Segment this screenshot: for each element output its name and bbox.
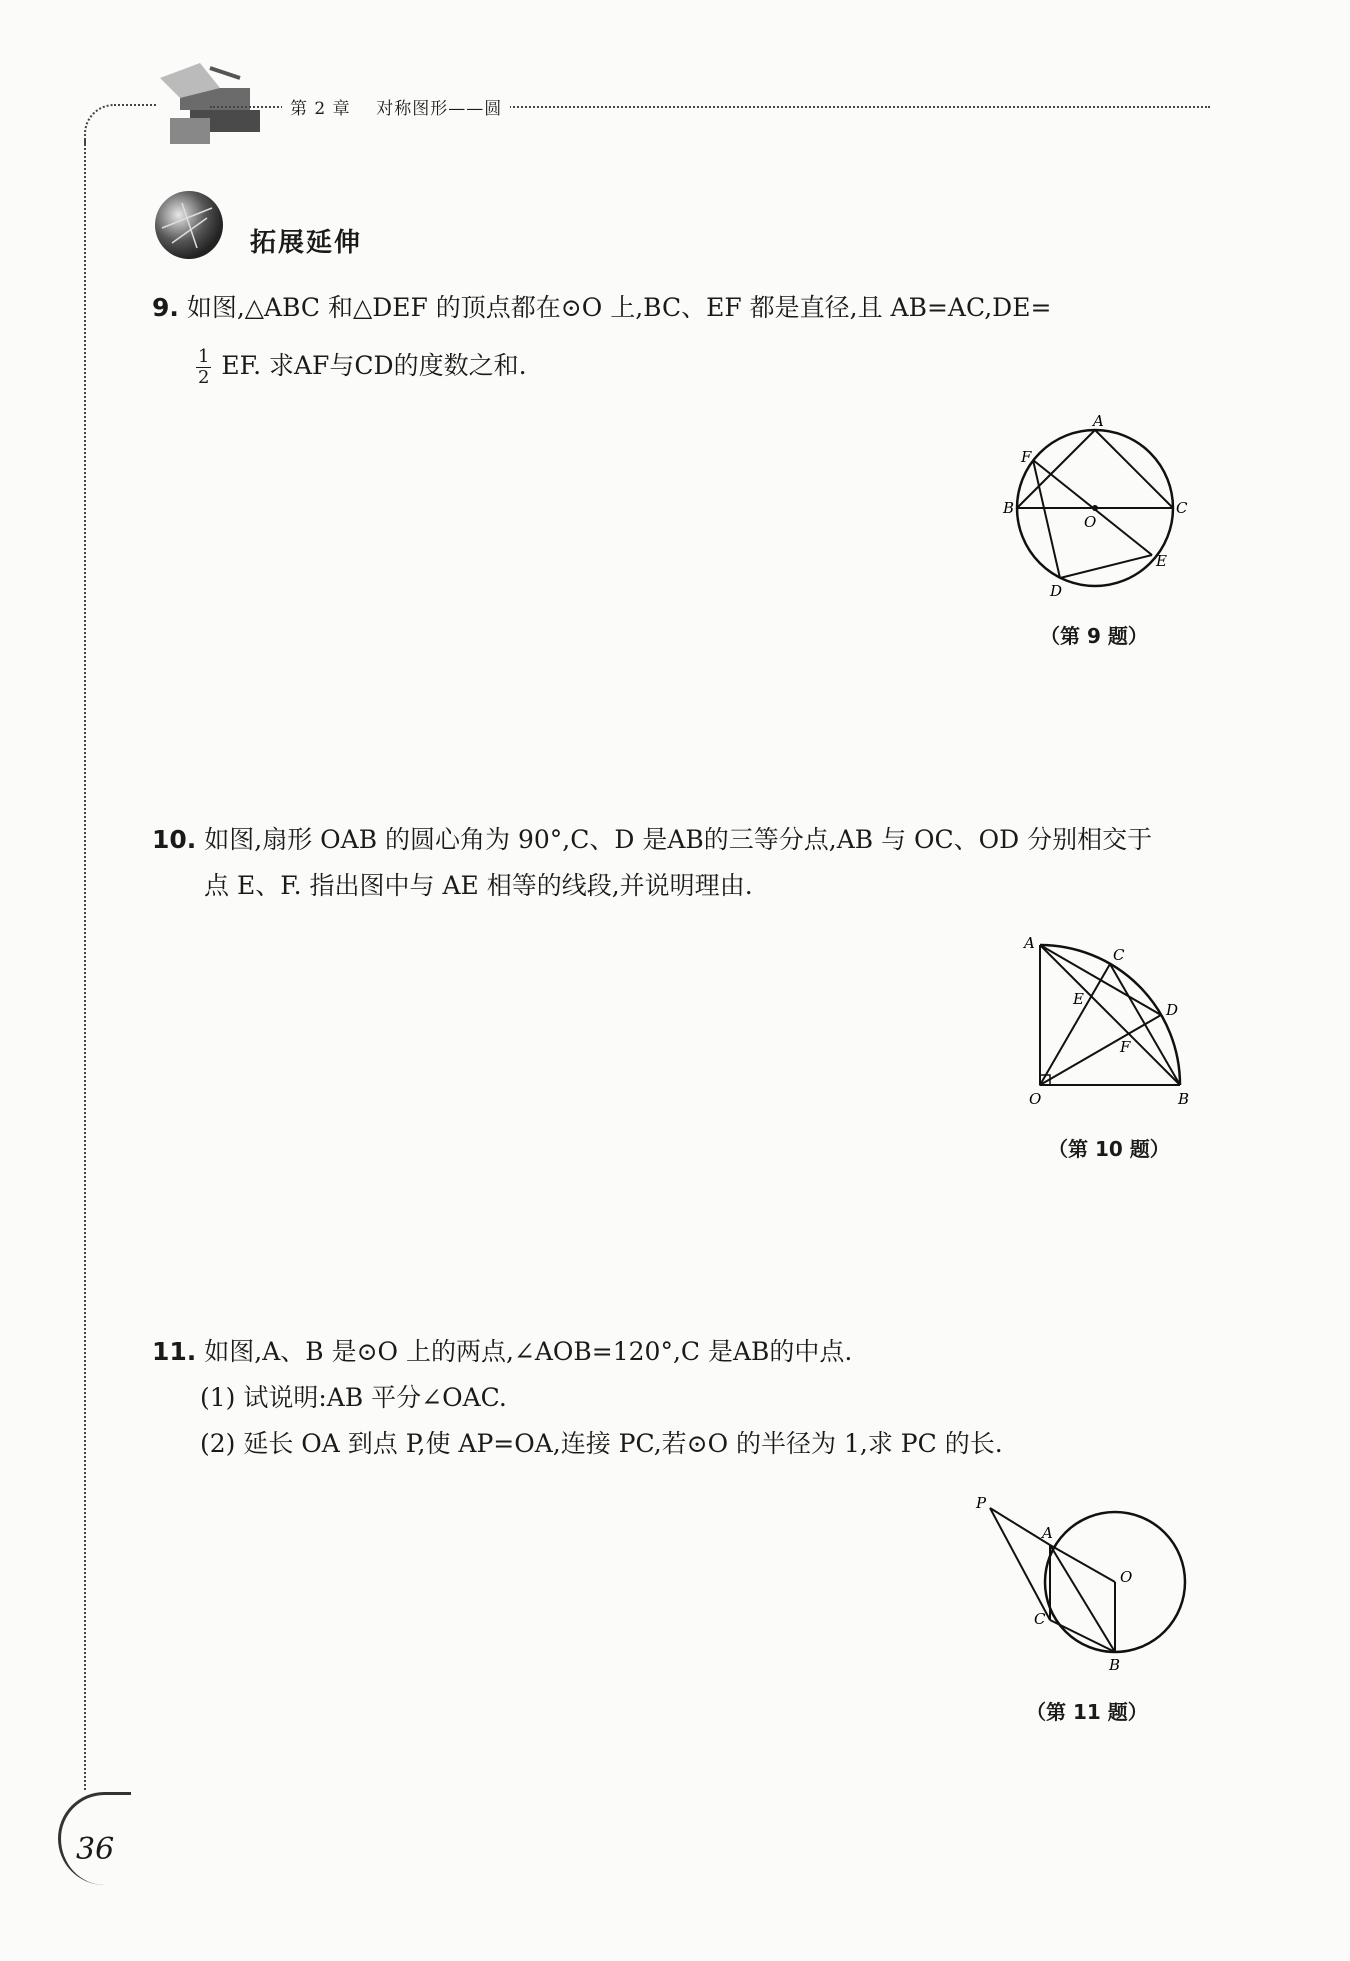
chapter-logo-icon (150, 58, 270, 148)
question-text: 如图,扇形 OAB 的圆心角为 90°,C、D 是AB的三等分点,AB 与 OC、OD 分别相交于 (204, 825, 1153, 854)
page-frame-corner (84, 104, 156, 146)
label-C: C (1176, 499, 1188, 517)
sphere-icon (152, 188, 226, 262)
label-B: B (1178, 1090, 1190, 1108)
fraction-denominator: 2 (198, 367, 210, 388)
label-C: C (1034, 1610, 1046, 1628)
fraction-one-half (196, 347, 211, 388)
label-A: A (1024, 934, 1035, 952)
label-A: A (1042, 1524, 1053, 1542)
page-frame-side (84, 140, 86, 1790)
label-D: D (1166, 1001, 1179, 1019)
label-E: E (1073, 990, 1084, 1008)
label-A: A (1093, 412, 1104, 430)
question-11-part-2: (2) 延长 OA 到点 P,使 AP=OA,连接 PC,若⊙O 的半径为 1,求 PC 的长. (200, 1429, 1003, 1458)
label-F: F (1021, 448, 1032, 466)
label-F: F (1120, 1038, 1131, 1056)
question-number: 9. (152, 293, 179, 322)
question-10 (152, 818, 1212, 862)
label-O: O (1029, 1090, 1042, 1108)
question-text: 如图,A、B 是⊙O 上的两点,∠AOB=120°,C 是AB的中点. (204, 1337, 853, 1366)
label-B: B (1109, 1656, 1121, 1674)
figure-caption-q10: （第 10 题） (1048, 1137, 1170, 1161)
question-text: 如图,△ABC 和△DEF 的顶点都在⊙O 上,BC、EF 都是直径,且 AB=AC,DE= (186, 293, 1052, 322)
running-header (282, 94, 510, 119)
question-text: EF. 求AF与CD的度数之和. (221, 351, 527, 380)
question-number: 10. (152, 825, 197, 854)
question-number: 11. (152, 1337, 197, 1366)
page-number: 36 (76, 1832, 115, 1867)
figure-caption-q11: （第 11 题） (1026, 1700, 1148, 1724)
label-P: P (976, 1494, 987, 1512)
question-9-line2 (196, 344, 1256, 388)
label-B: B (1003, 499, 1015, 517)
figure-caption-q9: （第 9 题） (1040, 624, 1148, 648)
label-O: O (1120, 1568, 1133, 1586)
question-text: 点 E、F. 指出图中与 AE 相等的线段,并说明理由. (204, 871, 753, 900)
question-10-line2 (204, 864, 1264, 908)
fraction-numerator: 1 (198, 346, 210, 367)
label-O: O (1084, 513, 1097, 531)
label-D: D (1050, 582, 1063, 600)
figure-q11 (970, 1490, 1200, 1680)
section-title: 拓展延伸 (250, 228, 363, 258)
label-C: C (1113, 946, 1125, 964)
chapter-number: 第 2 章 (290, 99, 351, 119)
label-E: E (1156, 552, 1167, 570)
figure-q9 (1000, 410, 1200, 610)
figure-q10 (1020, 930, 1210, 1110)
question-11 (152, 1330, 1212, 1374)
chapter-title: 对称图形——圆 (376, 99, 503, 119)
question-9 (152, 286, 1212, 330)
question-11-part-1: (1) 试说明:AB 平分∠OAC. (200, 1383, 507, 1412)
